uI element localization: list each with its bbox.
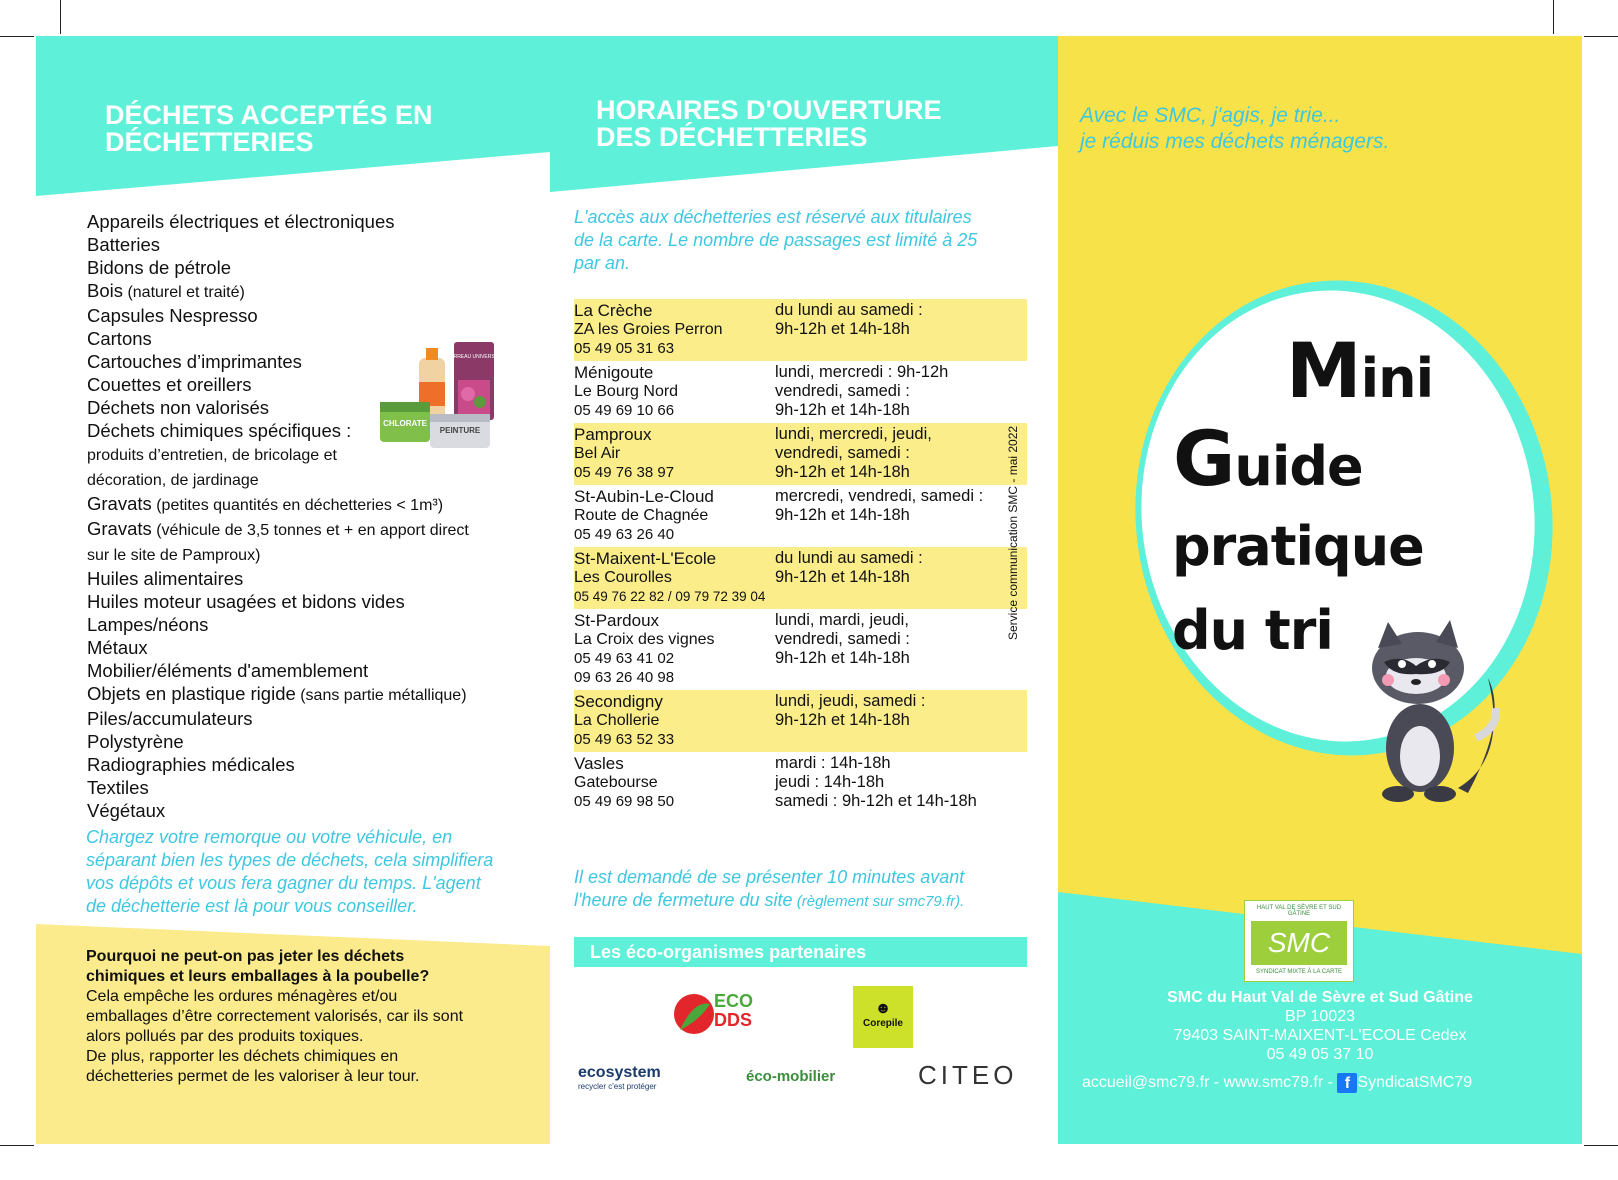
citeo-logo: CITEO [918, 1060, 1018, 1090]
waste-item: Piles/accumulateurs [87, 708, 253, 729]
hours-line: lundi, mardi, jeudi, [775, 611, 909, 629]
schedule-row [574, 485, 1027, 547]
accepted-waste-title: DÉCHETS ACCEPTÉS EN DÉCHETTERIES [105, 100, 433, 157]
guide-title-pratique: pratique [1172, 515, 1424, 578]
hours-line: vendredi, samedi : [775, 630, 910, 648]
waste-item: Polystyrène [87, 731, 184, 752]
crop-mark [1584, 1145, 1618, 1146]
waste-item: décoration, de jardinage [87, 472, 259, 489]
email-website-links[interactable]: accueil@smc79.fr - www.smc79.fr - [1082, 1074, 1338, 1091]
site-name: La Crèche [574, 301, 653, 320]
opening-hours-title: HORAIRES D'OUVERTURE DES DÉCHETTERIES [596, 95, 942, 152]
ecodds-logo [670, 986, 760, 1056]
closing-note: Il est demandé de se présenter 10 minutes avant l'heure de fermeture du site (règlement sur smc79.fr). [574, 867, 965, 910]
site-info [574, 425, 775, 482]
site-place: Le Bourg Nord [574, 383, 679, 400]
site-phone: 05 49 05 31 63 [574, 340, 675, 357]
chemical-products-illustration [376, 336, 506, 454]
guide-title-mini: Mini [1286, 326, 1434, 415]
bag-label: TERREAU UNIVERSEL [447, 354, 501, 360]
partners-title: Les éco-organismes partenaires [574, 937, 1027, 967]
text-line: déchetteries permet de les valoriser à leur tour. [86, 1068, 420, 1085]
accepted-waste-list [87, 210, 527, 822]
site-name: Ménigoute [574, 363, 654, 382]
schedule-row [574, 299, 1027, 361]
bucket-label: CHLORATE [383, 419, 427, 428]
site-info [574, 549, 775, 606]
waste-item: Déchets non valorisés [87, 397, 270, 418]
waste-item: Batteries [87, 234, 161, 255]
crop-mark [1584, 36, 1618, 37]
text-line: vos dépôts et vous fera gagner du temps. L'agent [86, 873, 481, 893]
schedule-row [574, 423, 1027, 485]
city-line: 79403 SAINT-MAIXENT-L'ECOLE Cedex [1173, 1027, 1467, 1044]
phone-number: 05 49 05 37 10 [1266, 1046, 1374, 1063]
hours-line: lundi, jeudi, samedi : [775, 692, 926, 710]
cover-panel [1058, 36, 1582, 1144]
site-phone: 05 49 63 52 33 [574, 731, 675, 748]
ecosystem-logo: ecosystem recycler c'est protéger [578, 1064, 661, 1091]
corepile-logo: ☻ Corepile [853, 986, 913, 1048]
site-name: Vasles [574, 754, 624, 773]
paint-label: PEINTURE [439, 426, 481, 435]
waste-item: Textiles [87, 777, 149, 798]
site-info [574, 754, 775, 811]
site-place: Bel Air [574, 445, 621, 462]
site-phone: 05 49 76 22 82 / 09 79 72 39 04 [574, 589, 766, 604]
waste-item: Bidons de pétrole [87, 257, 231, 278]
hours-line: 9h-12h et 14h-18h [775, 401, 910, 419]
crop-mark [1553, 0, 1554, 34]
hours-line: samedi : 9h-12h et 14h-18h [775, 792, 977, 810]
waste-item: Appareils électriques et électroniques [87, 211, 395, 232]
waste-item: Mobilier/éléments d'amemblement [87, 660, 369, 681]
site-place: Gatebourse [574, 774, 658, 791]
site-phone: 05 49 63 26 40 [574, 526, 675, 543]
site-hours [775, 301, 1027, 358]
waste-item: Huiles alimentaires [87, 568, 244, 589]
waste-item: Radiographies médicales [87, 754, 295, 775]
site-hours [775, 754, 1027, 811]
slogan: Avec le SMC, j'agis, je trie... je réduis mes déchets ménagers. [1080, 104, 1390, 153]
waste-item: Bois (naturel et traité) [87, 280, 245, 301]
guide-title-guide: Guide [1173, 414, 1363, 503]
hours-line: vendredi, samedi : [775, 382, 910, 400]
site-info [574, 487, 775, 544]
waste-item: Couettes et oreillers [87, 374, 252, 395]
ecomobilier-logo: éco-mobilier [746, 1068, 836, 1085]
site-phone: 05 49 69 10 66 [574, 402, 675, 419]
ecodds-text: ECO [714, 991, 754, 1011]
text-line: de la carte. Le nombre de passages est limité à 25 [574, 230, 978, 250]
text-line: emballages d’être correctement valorisés, car ils sont [86, 1008, 464, 1025]
site-info [574, 301, 775, 358]
guide-title-du-tri: du tri [1172, 599, 1333, 662]
text-line: par an. [574, 253, 631, 273]
waste-item: Huiles moteur usagées et bidons vides [87, 591, 405, 612]
site-phone: 05 49 69 98 50 [574, 793, 675, 810]
hours-line: 9h-12h et 14h-18h [775, 568, 910, 586]
site-info [574, 692, 775, 749]
accepted-waste-panel [36, 36, 550, 1144]
po-box: BP 10023 [1285, 1008, 1355, 1025]
ecodds-text: DDS [714, 1010, 753, 1030]
facebook-icon: f [1337, 1073, 1357, 1093]
ecodds-leaf-icon [670, 990, 716, 1040]
waste-item: Métaux [87, 637, 148, 658]
schedule-row [574, 547, 1027, 609]
crop-mark [0, 1145, 34, 1146]
site-name: St-Pardoux [574, 611, 660, 630]
waste-item: sur le site de Pamproux) [87, 547, 261, 564]
schedule-row [574, 752, 1027, 814]
schedule-row [574, 690, 1027, 752]
faq-answer [86, 987, 536, 1087]
text-line: séparant bien les types de déchets, cela simplifiera [86, 850, 494, 870]
corepile-mascot-icon: ☻ [874, 1000, 892, 1017]
site-hours [775, 692, 1027, 749]
hours-line: du lundi au samedi : [775, 549, 923, 567]
faq-question: Pourquoi ne peut-on pas jeter les déchets chimiques et leurs emballages à la poubelle? [86, 948, 430, 985]
schedule-table [574, 299, 1027, 814]
waste-item: Déchets chimiques spécifiques : [87, 420, 352, 441]
site-phone: 05 49 63 41 02 [574, 650, 675, 667]
waste-item: Lampes/néons [87, 614, 209, 635]
waste-item: Cartons [87, 328, 152, 349]
site-name: Secondigny [574, 692, 663, 711]
hours-line: jeudi : 14h-18h [775, 773, 885, 791]
raccoon-mascot-icon [1358, 618, 1518, 808]
hours-line: mardi : 14h-18h [775, 754, 891, 772]
hours-line: lundi, mercredi, jeudi, [775, 425, 932, 443]
site-place: La Chollerie [574, 712, 660, 729]
schedule-row [574, 609, 1027, 690]
waste-item: Gravats (petites quantités en déchetteries < 1m³) [87, 493, 444, 514]
hours-line: 9h-12h et 14h-18h [775, 649, 910, 667]
text-line: L'accès aux déchetteries est réservé aux titulaires [574, 207, 972, 227]
crop-mark [60, 0, 61, 34]
waste-item: Capsules Nespresso [87, 305, 258, 326]
hours-line: mercredi, vendredi, samedi : [775, 487, 984, 505]
waste-item: Objets en plastique rigide (sans partie métallique) [87, 683, 467, 704]
site-name: Pamproux [574, 425, 652, 444]
site-hours [775, 363, 1027, 420]
site-info [574, 611, 775, 687]
site-name: St-Aubin-Le-Cloud [574, 487, 714, 506]
site-place: ZA les Groies Perron [574, 321, 723, 338]
hours-line: vendredi, samedi : [775, 444, 910, 462]
crop-mark [0, 36, 34, 37]
waste-item: produits d’entretien, de bricolage et [87, 447, 337, 464]
contact-line [1082, 1072, 1562, 1094]
text-line: alors pollués par des produits toxiques. [86, 1028, 364, 1045]
credit-line: Service communication SMC - mai 2022 [1006, 425, 1020, 640]
site-phone: 09 63 26 40 98 [574, 669, 675, 686]
site-name: St-Maixent-L'Ecole [574, 549, 717, 568]
site-hours [775, 425, 1027, 482]
site-place: La Croix des vignes [574, 631, 715, 648]
site-hours [775, 611, 1027, 687]
text-line: Chargez votre remorque ou votre véhicule, en [86, 827, 453, 847]
address-block [1080, 988, 1560, 1064]
site-hours [775, 487, 1027, 544]
hours-line: 9h-12h et 14h-18h [775, 711, 910, 729]
smc-logo: HAUT VAL DE SÈVRE ET SUD GÂTINE SMC SYNDICAT MIXTE À LA CARTE [1244, 900, 1354, 982]
hours-line: lundi, mercredi : 9h-12h [775, 363, 949, 381]
chemical-waste-faq [86, 947, 536, 1087]
access-note [574, 206, 1024, 275]
text-line: Cela empêche les ordures ménagères et/ou [86, 988, 398, 1005]
schedule-row [574, 361, 1027, 423]
org-name: SMC du Haut Val de Sèvre et Sud Gâtine [1167, 989, 1473, 1006]
hours-line: 9h-12h et 14h-18h [775, 506, 910, 524]
waste-item: Gravats (véhicule de 3,5 tonnes et + en apport direct [87, 518, 469, 539]
hours-line: 9h-12h et 14h-18h [775, 463, 910, 481]
site-info [574, 363, 775, 420]
site-place: Route de Chagnée [574, 507, 709, 524]
waste-item: Cartouches d’imprimantes [87, 351, 302, 372]
text-line: De plus, rapporter les déchets chimiques en [86, 1048, 399, 1065]
text-line: de déchetterie est là pour vous conseiller. [86, 896, 418, 916]
waste-item: Végétaux [87, 800, 166, 821]
hours-line: du lundi au samedi : [775, 301, 923, 319]
site-hours [775, 549, 1027, 606]
hours-line: 9h-12h et 14h-18h [775, 320, 910, 338]
site-phone: 05 49 76 38 97 [574, 464, 675, 481]
site-place: Les Courolles [574, 569, 672, 586]
loading-advice [86, 826, 536, 918]
facebook-link[interactable]: SyndicatSMC79 [1357, 1074, 1473, 1091]
opening-hours-panel [550, 36, 1058, 1144]
